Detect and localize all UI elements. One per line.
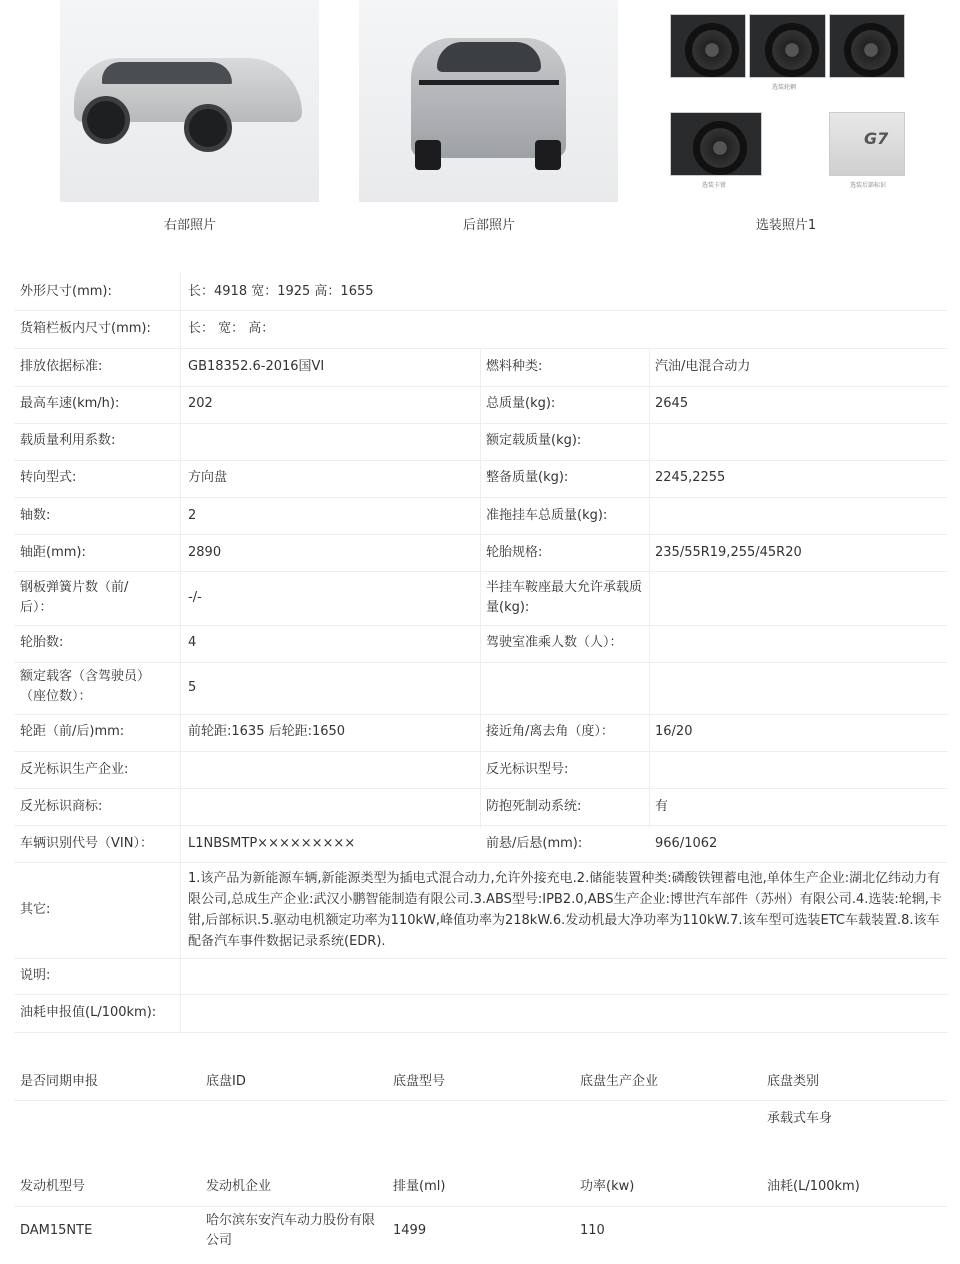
spec-value: 2	[188, 508, 197, 523]
option-photo	[668, 0, 908, 200]
engine-header: 发动机型号	[20, 1179, 86, 1194]
spec-label: 轮胎规格:	[486, 545, 543, 560]
spec-label: 轮胎数:	[20, 635, 64, 650]
spec-label: 外形尺寸(mm):	[20, 284, 112, 299]
spec-label: 反光标识型号:	[486, 762, 569, 777]
spec-label: 额定载客（含驾驶员）（座位数）：	[20, 669, 151, 704]
spec-value: 5	[188, 680, 197, 695]
spec-value: 方向盘	[188, 470, 228, 485]
spec-label: 驾驶室准乘人数（人）：	[486, 635, 623, 650]
option-label-badge: 选装后部标识	[850, 182, 887, 189]
spec-label: 准拖挂车总质量(kg):	[486, 508, 608, 523]
chassis-header: 底盘生产企业	[580, 1074, 659, 1089]
spec-row	[14, 423, 948, 461]
spec-label: 轮距（前/后)mm:	[20, 724, 125, 739]
spec-label: 轴距(mm):	[20, 545, 86, 560]
spec-row	[14, 571, 948, 626]
spec-label: 反光标识生产企业:	[20, 762, 129, 777]
spec-value: 前轮距:1635 后轮距:1650	[188, 724, 346, 739]
right-photo-caption: 右部照片	[163, 218, 216, 233]
chassis-header: 底盘ID	[206, 1074, 246, 1089]
spec-value: 2890	[188, 545, 222, 560]
engine-header: 排量(ml)	[393, 1179, 446, 1194]
note-label: 说明:	[20, 968, 51, 983]
spec-row	[14, 497, 948, 535]
spec-row	[14, 788, 948, 826]
option-label-rim: 选装轮辋	[772, 84, 797, 91]
spec-value: -/-	[188, 590, 202, 605]
engine-header: 油耗(L/100km)	[767, 1179, 860, 1194]
spec-table	[14, 272, 948, 1032]
other-text: 1.该产品为新能源车辆,新能源类型为插电式混合动力,允许外接充电.2.储能装置种类:磷酸铁锂蓄电池,单体生产企业:湖北亿纬动力有限公司,总成生产企业:武汉小鹏智能制造有限公司.3.ABS型号:IPB2.0,ABS生产企业:博世汽车部件（苏州）有限公司.4.选装:轮辋,卡钳,后部标识.5.驱动电机额定功率为110kW,峰值功率为218kW.6.发动机最大净功率为110kW.7.该车型可选装ETC车载装置.8.该车配备汽车事件数据记录系统(EDR).	[188, 871, 942, 949]
spec-label: 前悬/后悬(mm):	[486, 836, 583, 851]
spec-row	[14, 825, 948, 863]
spec-row	[14, 310, 948, 349]
right-side-photo	[60, 0, 319, 202]
chassis-value: 承载式车身	[767, 1111, 833, 1126]
spec-value: 4	[188, 635, 197, 650]
wheel-icon	[82, 96, 130, 144]
spec-value: 长： 宽： 高：	[188, 321, 275, 336]
photo-section	[0, 0, 960, 240]
spec-value: 235/55R19,255/45R20	[655, 545, 802, 560]
wheel-icon	[184, 104, 232, 152]
spec-label: 车辆识别代号（VIN）：	[20, 836, 153, 851]
spec-row	[14, 534, 948, 572]
spec-row	[14, 625, 948, 663]
option-photo-caption: 选装照片1	[755, 218, 817, 233]
spec-value: 16/20	[655, 724, 693, 739]
spec-label: 燃料种类:	[486, 359, 543, 374]
spec-row	[14, 348, 948, 387]
spec-row	[14, 460, 948, 498]
spec-label: 额定载质量(kg):	[486, 433, 582, 448]
spec-value: 2245,2255	[655, 470, 726, 485]
spec-row-other	[14, 862, 948, 959]
spec-label: 转向型式:	[20, 470, 77, 485]
spec-label: 接近角/离去角（度）：	[486, 724, 614, 739]
chassis-header: 底盘型号	[393, 1074, 446, 1089]
spec-label: 半挂车鞍座最大允许承载质量(kg):	[486, 580, 643, 615]
spec-row	[14, 272, 948, 311]
spec-label: 反光标识商标:	[20, 799, 103, 814]
spec-label: 钢板弹簧片数（前/后）：	[20, 580, 129, 615]
spec-row-fuel	[14, 994, 948, 1033]
spec-label: 防抱死制动系统:	[486, 799, 582, 814]
chassis-header: 是否同期申报	[20, 1074, 99, 1089]
spec-value: 202	[188, 396, 213, 411]
spec-row	[14, 751, 948, 789]
spec-value: 长：4918 宽：1925 高：1655	[188, 284, 374, 299]
engine-table	[14, 1168, 948, 1260]
spec-row	[14, 662, 948, 715]
rear-photo-caption: 后部照片	[462, 218, 515, 233]
other-label: 其它:	[20, 902, 51, 917]
rear-photo	[359, 0, 618, 202]
chassis-header: 底盘类别	[767, 1074, 820, 1089]
spec-value: GB18352.6-2016国VI	[188, 359, 325, 374]
chassis-table	[14, 1064, 948, 1140]
spec-label: 载质量利用系数:	[20, 433, 116, 448]
engine-value: 哈尔滨东安汽车动力股份有限公司	[206, 1213, 376, 1248]
spec-value: L1NBSMTP×××××××××	[188, 836, 356, 851]
spec-row-note	[14, 958, 948, 995]
spec-value: 966/1062	[655, 836, 718, 851]
spec-value: 有	[655, 799, 669, 814]
engine-value: DAM15NTE	[20, 1223, 93, 1238]
engine-value: 1499	[393, 1223, 427, 1238]
spec-label: 轴数:	[20, 508, 51, 523]
spec-row	[14, 714, 948, 752]
spec-label: 整备质量(kg):	[486, 470, 569, 485]
spec-label: 总质量(kg):	[486, 396, 556, 411]
engine-header: 发动机企业	[206, 1179, 272, 1194]
fuel-label: 油耗申报值(L/100km):	[20, 1005, 157, 1020]
spec-value: 汽油/电混合动力	[655, 359, 751, 374]
spec-label: 货箱栏板内尺寸(mm):	[20, 321, 151, 336]
spec-value: 2645	[655, 396, 689, 411]
engine-header: 功率(kw)	[580, 1179, 635, 1194]
engine-value: 110	[580, 1223, 605, 1238]
badge-logo-text: G7	[864, 129, 889, 148]
spec-label: 排放依据标准:	[20, 359, 103, 374]
spec-label: 最高车速(km/h):	[20, 396, 120, 411]
spec-row	[14, 386, 948, 424]
option-label-caliper: 选装卡钳	[702, 182, 727, 189]
